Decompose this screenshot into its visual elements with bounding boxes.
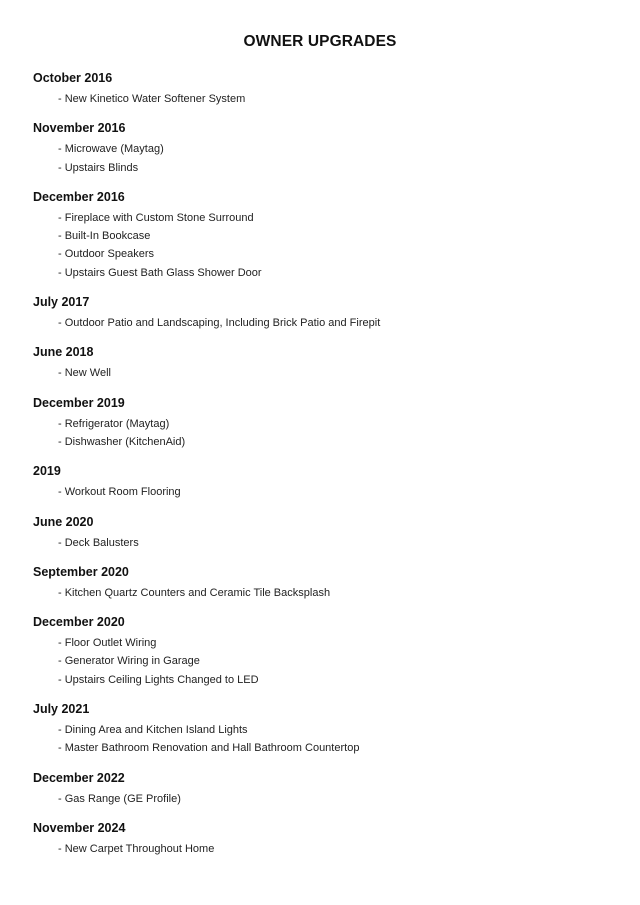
list-item: - Master Bathroom Renovation and Hall Bathroom Countertop [58, 742, 360, 755]
list-item: - Fireplace with Custom Stone Surround [58, 211, 254, 224]
list-item: - Generator Wiring in Garage [58, 655, 200, 668]
section-heading: July 2021 [33, 702, 90, 717]
list-item: - New Kinetico Water Softener System [58, 93, 246, 105]
section-heading: September 2020 [33, 564, 129, 579]
list-item: - Dining Area and Kitchen Island Lights [58, 724, 248, 737]
list-item: - Built-In Bookcase [58, 230, 151, 243]
list-item: - Upstairs Guest Bath Glass Shower Door [58, 266, 262, 279]
section-heading: December 2019 [33, 395, 125, 410]
section-december-2019 [33, 394, 613, 452]
section-heading: June 2020 [33, 514, 94, 529]
upgrade-sections [33, 69, 613, 869]
list-item: - Outdoor Patio and Landscaping, Including Brick Patio and Firepit [58, 317, 381, 330]
section-december-2016 [33, 188, 613, 282]
section-july-2021 [33, 700, 613, 758]
section-heading: December 2022 [33, 770, 125, 785]
section-2019 [33, 462, 613, 501]
list-item: - Floor Outlet Wiring [58, 637, 157, 650]
list-item: - Refrigerator (Maytag) [58, 417, 170, 430]
section-heading: July 2017 [33, 295, 90, 310]
section-heading: October 2016 [33, 71, 113, 85]
list-item: - New Well [58, 367, 111, 380]
list-item: - Workout Room Flooring [58, 486, 181, 499]
section-june-2018 [33, 343, 613, 382]
section-june-2020 [33, 513, 613, 552]
list-item: - Gas Range (GE Profile) [58, 792, 181, 805]
section-september-2020 [33, 563, 613, 602]
list-item: - Microwave (Maytag) [58, 143, 164, 156]
section-november-2016 [33, 119, 613, 177]
section-heading: December 2020 [33, 615, 125, 630]
section-heading: 2019 [33, 464, 61, 479]
list-item: - Kitchen Quartz Counters and Ceramic Tile Backsplash [58, 586, 331, 599]
list-item: - Dishwasher (KitchenAid) [58, 435, 186, 448]
list-item: - Outdoor Speakers [58, 248, 154, 261]
section-heading: December 2016 [33, 189, 125, 204]
list-item: - New Carpet Throughout Home [58, 842, 215, 855]
section-heading: June 2018 [33, 345, 94, 360]
section-july-2017 [33, 293, 613, 332]
list-item: - Deck Balusters [58, 536, 139, 549]
section-december-2022 [33, 769, 613, 808]
section-november-2024 [33, 819, 613, 858]
list-item: - Upstairs Ceiling Lights Changed to LED [58, 673, 259, 686]
section-heading: November 2016 [33, 121, 126, 136]
section-october-2016 [33, 69, 613, 108]
page-title: OWNER UPGRADES [243, 33, 397, 50]
section-heading: November 2024 [33, 820, 126, 835]
section-december-2020 [33, 613, 613, 689]
list-item: - Upstairs Blinds [58, 161, 139, 174]
